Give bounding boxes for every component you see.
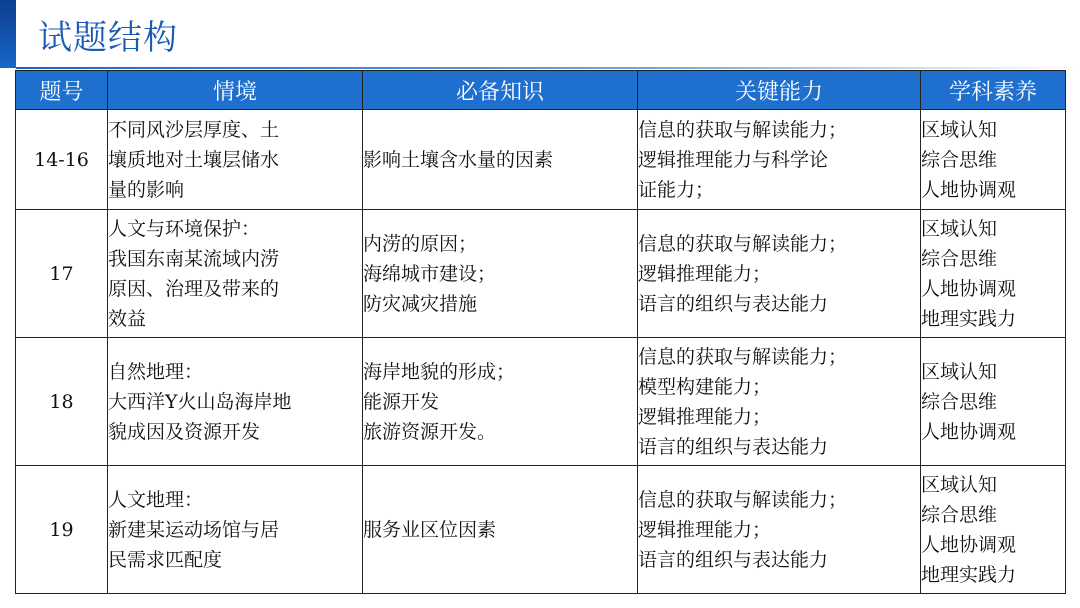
- knowledge-line: 内涝的原因；: [363, 232, 478, 255]
- literacy-cell: [921, 210, 1066, 338]
- abilities-cell: [638, 110, 921, 210]
- ability-line: 语言的组织与表达能力: [638, 435, 829, 458]
- literacy-line: 区域认知: [921, 473, 998, 496]
- table-row: [16, 466, 1066, 594]
- ability-line: 语言的组织与表达能力: [638, 292, 829, 315]
- abilities-cell: [638, 338, 921, 466]
- title-underline: [16, 67, 1080, 69]
- literacy-line: 区域认知: [921, 217, 998, 240]
- question-number: 17: [16, 210, 108, 338]
- literacy-line: 综合思维: [921, 148, 998, 171]
- ability-line: 逻辑推理能力；: [638, 262, 772, 285]
- literacy-cell: [921, 110, 1066, 210]
- knowledge-line: 服务业区位因素: [363, 518, 497, 541]
- title-accent-bar: [0, 0, 16, 68]
- situation-line: 原因、治理及带来的: [108, 277, 280, 300]
- knowledge-line: 能源开发: [363, 390, 440, 413]
- question-number: 18: [16, 338, 108, 466]
- situation-line: 效益: [108, 307, 147, 330]
- knowledge-line: 海岸地貌的形成；: [363, 360, 516, 383]
- knowledge-cell: [363, 466, 638, 594]
- literacy-line: 地理实践力: [921, 563, 1017, 586]
- situation-cell: [108, 110, 363, 210]
- header-literacy: 学科素养: [921, 71, 1066, 110]
- table-row: [16, 210, 1066, 338]
- knowledge-line: 旅游资源开发。: [363, 420, 497, 443]
- situation-line: 人文地理：: [108, 488, 204, 511]
- abilities-cell: [638, 466, 921, 594]
- literacy-line: 综合思维: [921, 390, 998, 413]
- ability-line: 信息的获取与解读能力；: [638, 345, 848, 368]
- situation-line: 貌成因及资源开发: [108, 420, 261, 443]
- abilities-cell: [638, 210, 921, 338]
- ability-line: 信息的获取与解读能力；: [638, 118, 848, 141]
- situation-cell: [108, 466, 363, 594]
- literacy-line: 人地协调观: [921, 178, 1017, 201]
- exam-structure-table: [15, 70, 1066, 594]
- situation-line: 不同风沙层厚度、土: [108, 118, 280, 141]
- knowledge-cell: [363, 338, 638, 466]
- literacy-line: 地理实践力: [921, 307, 1017, 330]
- situation-line: 自然地理：: [108, 360, 204, 383]
- literacy-line: 综合思维: [921, 503, 998, 526]
- situation-line: 新建某运动场馆与居: [108, 518, 280, 541]
- knowledge-line: 防灾减灾措施: [363, 292, 478, 315]
- literacy-line: 区域认知: [921, 118, 998, 141]
- literacy-line: 综合思维: [921, 247, 998, 270]
- ability-line: 模型构建能力；: [638, 375, 772, 398]
- literacy-cell: [921, 338, 1066, 466]
- ability-line: 逻辑推理能力；: [638, 405, 772, 428]
- table-row: [16, 110, 1066, 210]
- literacy-line: 人地协调观: [921, 277, 1017, 300]
- question-number: 14-16: [16, 110, 108, 210]
- knowledge-cell: [363, 110, 638, 210]
- situation-line: 人文与环境保护：: [108, 217, 261, 240]
- ability-line: 语言的组织与表达能力: [638, 548, 829, 571]
- ability-line: 信息的获取与解读能力；: [638, 232, 848, 255]
- situation-cell: [108, 338, 363, 466]
- situation-line: 民需求匹配度: [108, 548, 223, 571]
- situation-line: 我国东南某流域内涝: [108, 247, 280, 270]
- table-row: [16, 338, 1066, 466]
- situation-line: 量的影响: [108, 178, 185, 201]
- table-header-row: [16, 71, 1066, 110]
- ability-line: 信息的获取与解读能力；: [638, 488, 848, 511]
- literacy-cell: [921, 466, 1066, 594]
- knowledge-line: 影响土壤含水量的因素: [363, 148, 554, 171]
- literacy-line: 人地协调观: [921, 420, 1017, 443]
- situation-cell: [108, 210, 363, 338]
- header-abilities: 关键能力: [638, 71, 921, 110]
- page-title: 试题结构: [38, 18, 178, 58]
- header-situation: 情境: [108, 71, 363, 110]
- header-knowledge: 必备知识: [363, 71, 638, 110]
- knowledge-cell: [363, 210, 638, 338]
- ability-line: 逻辑推理能力与科学论: [638, 148, 829, 171]
- header-number: 题号: [16, 71, 108, 110]
- literacy-line: 人地协调观: [921, 533, 1017, 556]
- ability-line: 证能力；: [638, 178, 715, 201]
- situation-line: 壤质地对土壤层储水: [108, 148, 280, 171]
- question-number: 19: [16, 466, 108, 594]
- ability-line: 逻辑推理能力；: [638, 518, 772, 541]
- literacy-line: 区域认知: [921, 360, 998, 383]
- situation-line: 大西洋Y火山岛海岸地: [108, 390, 292, 413]
- knowledge-line: 海绵城市建设；: [363, 262, 497, 285]
